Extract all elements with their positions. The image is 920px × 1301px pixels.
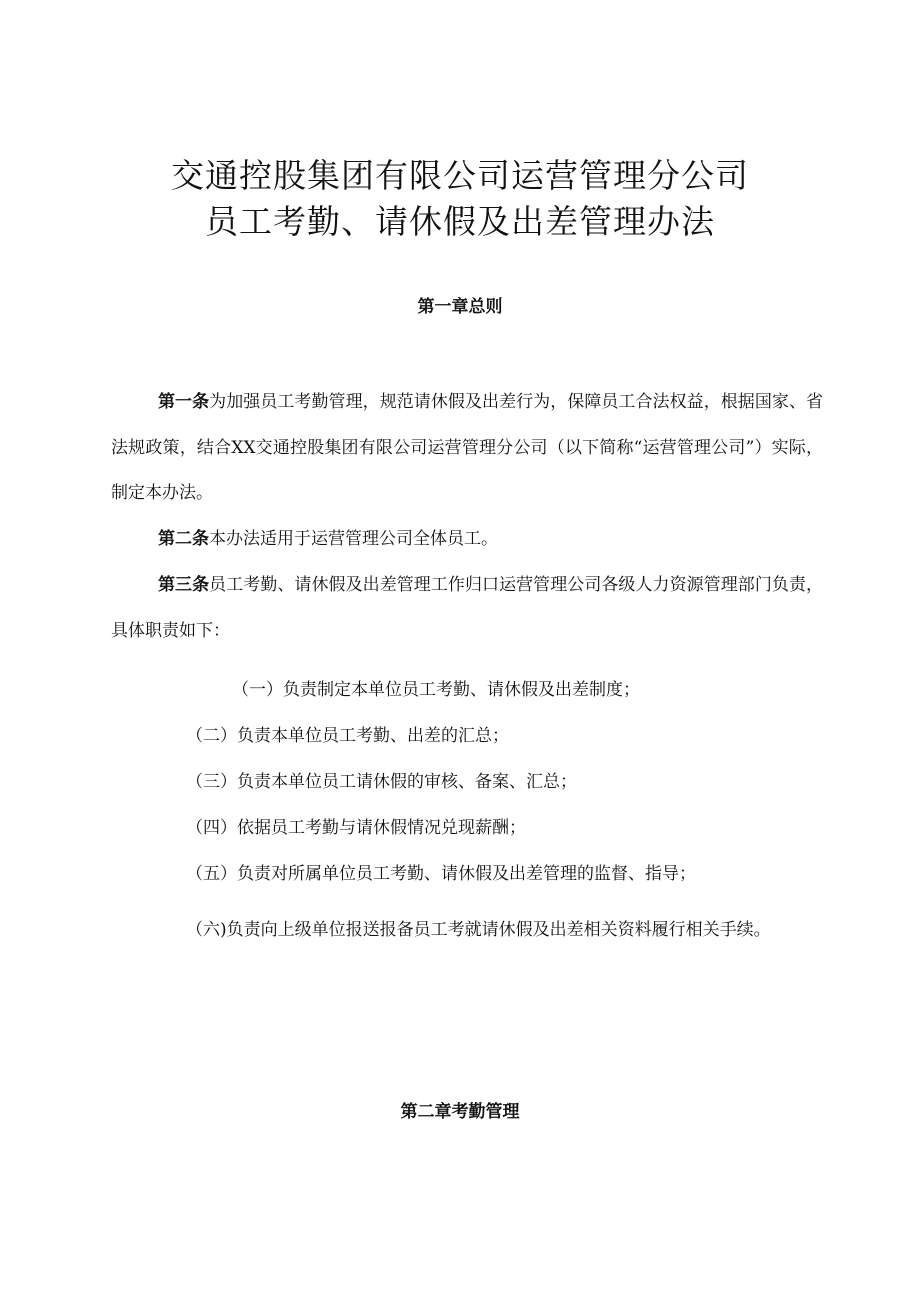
- document-title-line2: 员工考勤、请休假及出差管理办法: [205, 202, 715, 241]
- article-3: [111, 563, 823, 654]
- article-1: [111, 380, 823, 517]
- article-3-item-4: （四）依据员工考勤与请休假情况兑现薪酬；: [186, 818, 526, 838]
- article-3-item-3: （三）负责本单位员工请休假的审核、备案、汇总；: [186, 772, 577, 792]
- article-1-text: 为加强员工考勤管理，规范请休假及出差行为，保障员工合法权益，根据国家、省法规政策，结合XX交通控股集团有限公司运营管理分公司（以下简称“运营管理公司”）实际，制定本办法。: [111, 392, 824, 503]
- article-3-paragraph: [111, 563, 823, 654]
- document-title-line1: 交通控股集团有限公司运营管理分公司: [171, 156, 749, 195]
- article-3-item-6-block: [111, 908, 823, 954]
- article-2-text: 本办法适用于运营管理公司全体员工。: [209, 529, 498, 549]
- article-2: [111, 517, 823, 563]
- chapter-2-heading: 第二章考勤管理: [400, 1102, 520, 1122]
- article-3-text: 员工考勤、请休假及出差管理工作归口运营管理公司各级人力资源管理部门负责，具体职责如下：: [111, 575, 824, 641]
- chapter-1-heading: 第一章总则: [417, 297, 503, 317]
- article-3-item-6: （六)负责向上级单位报送报备员工考就请休假及出差相关资料履行相关手续。: [186, 920, 771, 940]
- article-1-label: 第一条: [158, 392, 210, 412]
- article-2-paragraph: [111, 517, 823, 563]
- article-3-label: 第三条: [158, 575, 210, 595]
- article-2-label: 第二条: [158, 529, 209, 549]
- article-3-item-5: （五）负责对所属单位员工考勤、请休假及出差管理的监督、指导；: [186, 864, 696, 884]
- article-3-item-1: （一）负责制定本单位员工考勤、请休假及出差制度；: [232, 680, 640, 700]
- article-3-item-2: （二）负责本单位员工考勤、出差的汇总；: [186, 726, 509, 746]
- article-1-paragraph: [111, 380, 823, 517]
